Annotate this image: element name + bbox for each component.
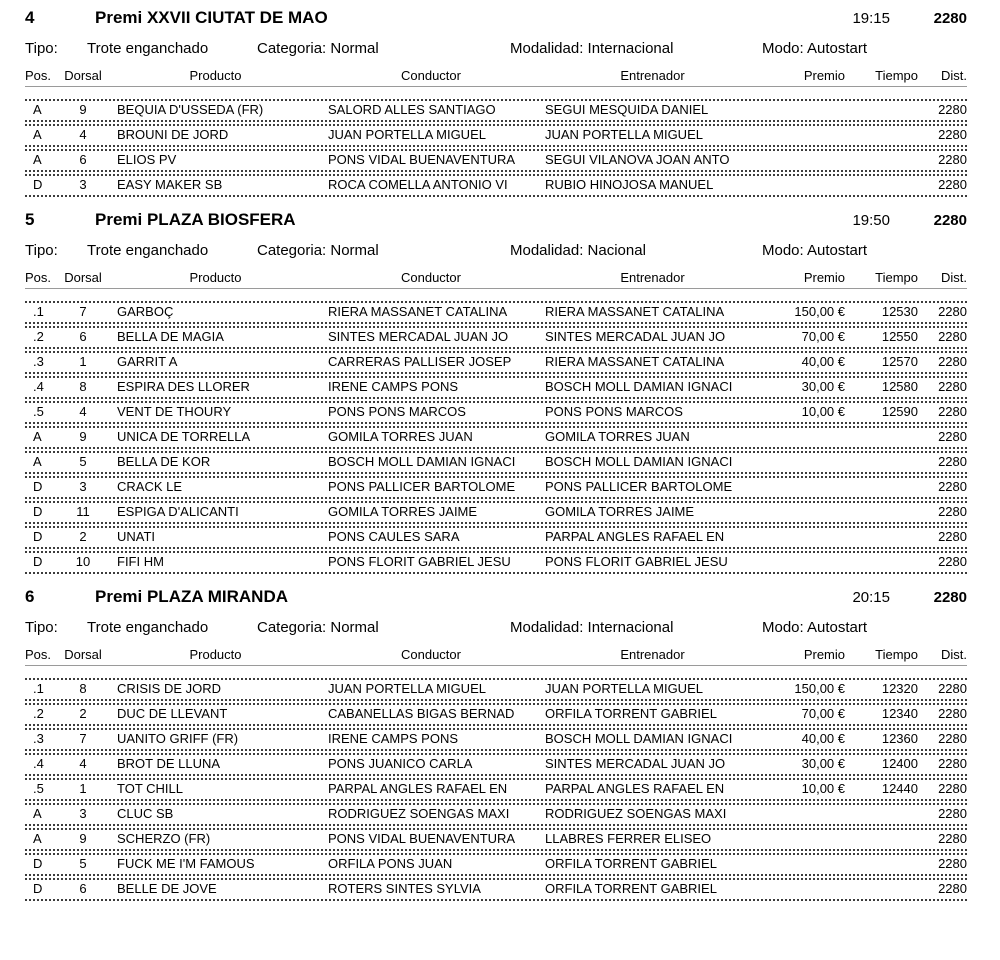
- cell-tiempo: [845, 882, 918, 896]
- cell-tiempo: 12580: [881, 379, 918, 394]
- table-row: [25, 301, 967, 324]
- cell-pos: D: [33, 479, 43, 494]
- meta-modalidad: Modalidad: Nacional: [510, 242, 646, 259]
- cell-dorsal: 8: [79, 681, 87, 696]
- table-row: [25, 376, 967, 399]
- table-row: [25, 124, 967, 147]
- cell-dist: 2280: [938, 731, 967, 746]
- cell-producto: BELLA DE KOR: [117, 454, 211, 469]
- cell-tiempo: 12440: [881, 781, 918, 796]
- cell-tiempo: 12360: [881, 731, 918, 746]
- cell-conductor: PARPAL ANGLES RAFAEL EN: [328, 781, 508, 796]
- cell-premio: [765, 882, 845, 896]
- cell-producto: UANITO GRIFF (FR): [117, 731, 239, 746]
- cell-tiempo: [845, 857, 918, 871]
- cell-dist: 2280: [938, 304, 967, 319]
- cell-dorsal: 4: [79, 404, 87, 419]
- cell-tiempo: 12400: [881, 756, 918, 771]
- cell-dorsal: 4: [79, 127, 87, 142]
- cell-tiempo: [845, 807, 918, 821]
- cell-tiempo: 12570: [881, 354, 918, 369]
- cell-dist: 2280: [938, 454, 967, 469]
- table-row: [25, 501, 967, 524]
- cell-premio: 150,00 €: [794, 304, 845, 319]
- race-title-row: [25, 8, 967, 32]
- cell-entrenador: BOSCH MOLL DAMIAN IGNACI: [545, 731, 733, 746]
- col-header-producto: Producto: [189, 68, 242, 83]
- cell-dist: 2280: [938, 177, 967, 192]
- col-header-pos: Pos.: [25, 647, 52, 662]
- cell-pos: A: [33, 831, 42, 846]
- cell-producto: VENT DE THOURY: [117, 404, 232, 419]
- meta-tipo-label: Tipo:: [25, 40, 58, 57]
- cell-pos: .3: [33, 731, 44, 746]
- cell-conductor: PONS CAULES SARA: [328, 529, 460, 544]
- race-distance: 2280: [933, 589, 967, 606]
- cell-entrenador: SINTES MERCADAL JUAN JO: [545, 329, 726, 344]
- cell-pos: .1: [33, 681, 44, 696]
- cell-dist: 2280: [938, 329, 967, 344]
- cell-tiempo: [845, 153, 918, 167]
- cell-premio: [765, 480, 845, 494]
- table-row: [25, 703, 967, 726]
- cell-tiempo: 12550: [881, 329, 918, 344]
- cell-pos: .5: [33, 404, 44, 419]
- table-header: [25, 270, 967, 289]
- cell-dist: 2280: [938, 354, 967, 369]
- cell-premio: 10,00 €: [801, 404, 845, 419]
- cell-tiempo: [845, 480, 918, 494]
- table-body: [25, 99, 967, 197]
- cell-entrenador: ORFILA TORRENT GABRIEL: [545, 881, 717, 896]
- cell-conductor: PONS JUANICO CARLA: [328, 756, 473, 771]
- table-row: [25, 526, 967, 549]
- cell-dorsal: 3: [79, 177, 87, 192]
- cell-pos: D: [33, 504, 43, 519]
- cell-premio: [765, 128, 845, 142]
- cell-dist: 2280: [938, 379, 967, 394]
- col-header-entrenador: Entrenador: [620, 270, 685, 285]
- cell-conductor: IRENE CAMPS PONS: [328, 731, 459, 746]
- cell-pos: .2: [33, 706, 44, 721]
- cell-pos: A: [33, 102, 42, 117]
- cell-tiempo: [845, 530, 918, 544]
- cell-conductor: SINTES MERCADAL JUAN JO: [328, 329, 509, 344]
- cell-pos: D: [33, 856, 43, 871]
- cell-premio: [765, 505, 845, 519]
- cell-dorsal: 7: [79, 731, 87, 746]
- cell-producto: TOT CHILL: [117, 781, 183, 796]
- col-header-conductor: Conductor: [401, 270, 461, 285]
- cell-entrenador: RUBIO HINOJOSA MANUEL: [545, 177, 714, 192]
- meta-tipo-label: Tipo:: [25, 242, 58, 259]
- cell-premio: 40,00 €: [801, 354, 845, 369]
- cell-dorsal: 9: [79, 102, 87, 117]
- table-row: [25, 753, 967, 776]
- cell-dist: 2280: [938, 127, 967, 142]
- table-row: [25, 878, 967, 901]
- cell-conductor: ROCA COMELLA ANTONIO VI: [328, 177, 508, 192]
- cell-producto: FUCK ME I'M FAMOUS: [117, 856, 255, 871]
- cell-conductor: PONS VIDAL BUENAVENTURA: [328, 831, 516, 846]
- col-header-dorsal: Dorsal: [64, 647, 102, 662]
- cell-dist: 2280: [938, 706, 967, 721]
- cell-dorsal: 6: [79, 329, 87, 344]
- cell-dorsal: 1: [79, 781, 87, 796]
- cell-dorsal: 5: [79, 454, 87, 469]
- table-row: [25, 426, 967, 449]
- cell-dorsal: 8: [79, 379, 87, 394]
- cell-entrenador: JUAN PORTELLA MIGUEL: [545, 681, 703, 696]
- cell-tiempo: [845, 455, 918, 469]
- cell-producto: BROUNI DE JORD: [117, 127, 229, 142]
- col-header-producto: Producto: [189, 270, 242, 285]
- table-row: [25, 451, 967, 474]
- race-number: 4: [25, 8, 35, 27]
- table-row: [25, 401, 967, 424]
- cell-entrenador: PONS FLORIT GABRIEL JESU: [545, 554, 728, 569]
- cell-tiempo: [845, 832, 918, 846]
- meta-categoria: Categoria: Normal: [257, 242, 379, 259]
- cell-dorsal: 2: [79, 529, 87, 544]
- race-time: 20:15: [852, 589, 890, 606]
- race-distance: 2280: [933, 10, 967, 27]
- cell-conductor: ORFILA PONS JUAN: [328, 856, 453, 871]
- cell-premio: [765, 178, 845, 192]
- race-number: 5: [25, 210, 35, 229]
- col-header-pos: Pos.: [25, 68, 52, 83]
- cell-conductor: JUAN PORTELLA MIGUEL: [328, 127, 486, 142]
- race-time: 19:15: [852, 10, 890, 27]
- cell-dist: 2280: [938, 781, 967, 796]
- table-row: [25, 778, 967, 801]
- cell-premio: 70,00 €: [801, 706, 845, 721]
- cell-premio: 30,00 €: [801, 756, 845, 771]
- cell-dist: 2280: [938, 152, 967, 167]
- cell-dist: 2280: [938, 102, 967, 117]
- race-title-row: [25, 210, 967, 234]
- cell-conductor: PONS PALLICER BARTOLOME: [328, 479, 516, 494]
- cell-producto: DUC DE LLEVANT: [117, 706, 228, 721]
- cell-producto: GARRIT A: [117, 354, 178, 369]
- meta-modo: Modo: Autostart: [762, 619, 868, 636]
- cell-dist: 2280: [938, 554, 967, 569]
- col-header-entrenador: Entrenador: [620, 68, 685, 83]
- cell-dorsal: 5: [79, 856, 87, 871]
- cell-tiempo: [845, 178, 918, 192]
- race-meta-row: [25, 619, 967, 638]
- cell-producto: BELLA DE MAGIA: [117, 329, 224, 344]
- cell-dist: 2280: [938, 881, 967, 896]
- table-row: [25, 174, 967, 197]
- cell-dist: 2280: [938, 529, 967, 544]
- table-row: [25, 853, 967, 876]
- meta-modo: Modo: Autostart: [762, 40, 868, 57]
- cell-tiempo: [845, 103, 918, 117]
- cell-producto: CLUC SB: [117, 806, 174, 821]
- cell-pos: .4: [33, 379, 44, 394]
- col-header-dorsal: Dorsal: [64, 68, 102, 83]
- cell-premio: 40,00 €: [801, 731, 845, 746]
- cell-entrenador: PARPAL ANGLES RAFAEL EN: [545, 781, 725, 796]
- cell-entrenador: RIERA MASSANET CATALINA: [545, 354, 725, 369]
- cell-pos: A: [33, 429, 42, 444]
- table-row: [25, 551, 967, 574]
- table-body: [25, 678, 967, 901]
- cell-conductor: CABANELLAS BIGAS BERNAD: [328, 706, 515, 721]
- cell-premio: [765, 530, 845, 544]
- cell-producto: ESPIGA D'ALICANTI: [117, 504, 239, 519]
- table-header: [25, 68, 967, 87]
- meta-tipo-value: Trote enganchado: [87, 619, 209, 636]
- cell-producto: GARBOÇ: [117, 304, 174, 319]
- cell-dorsal: 10: [75, 554, 91, 569]
- race-title-row: [25, 587, 967, 611]
- race-time: 19:50: [852, 212, 890, 229]
- col-header-entrenador: Entrenador: [620, 647, 685, 662]
- cell-dist: 2280: [938, 404, 967, 419]
- cell-pos: .4: [33, 756, 44, 771]
- cell-tiempo: 12340: [881, 706, 918, 721]
- cell-entrenador: GOMILA TORRES JUAN: [545, 429, 690, 444]
- table-row: [25, 149, 967, 172]
- table-body: [25, 301, 967, 574]
- cell-producto: BELLE DE JOVE: [117, 881, 217, 896]
- cell-tiempo: [845, 430, 918, 444]
- table-row: [25, 828, 967, 851]
- table-row: [25, 803, 967, 826]
- cell-pos: D: [33, 177, 43, 192]
- meta-tipo-label: Tipo:: [25, 619, 58, 636]
- cell-premio: [765, 832, 845, 846]
- cell-entrenador: RIERA MASSANET CATALINA: [545, 304, 725, 319]
- cell-dist: 2280: [938, 831, 967, 846]
- race-section-6: [25, 587, 967, 901]
- cell-premio: [765, 455, 845, 469]
- cell-entrenador: ORFILA TORRENT GABRIEL: [545, 706, 717, 721]
- cell-dist: 2280: [938, 429, 967, 444]
- meta-modo: Modo: Autostart: [762, 242, 868, 259]
- cell-producto: CRACK LE: [117, 479, 183, 494]
- cell-conductor: BOSCH MOLL DAMIAN IGNACI: [328, 454, 516, 469]
- race-title: Premi PLAZA MIRANDA: [95, 587, 288, 606]
- race-title: Premi PLAZA BIOSFERA: [95, 210, 296, 229]
- race-meta-row: [25, 242, 967, 261]
- meta-modalidad: Modalidad: Internacional: [510, 40, 674, 57]
- cell-dorsal: 6: [79, 152, 87, 167]
- col-header-premio: Premio: [803, 68, 845, 83]
- col-header-dist: Dist.: [941, 647, 967, 662]
- table-header: [25, 647, 967, 666]
- cell-dorsal: 2: [79, 706, 87, 721]
- cell-producto: EASY MAKER SB: [117, 177, 223, 192]
- col-header-pos: Pos.: [25, 270, 52, 285]
- cell-dorsal: 1: [79, 354, 87, 369]
- col-header-premio: Premio: [803, 270, 845, 285]
- cell-pos: A: [33, 152, 42, 167]
- meta-tipo-value: Trote enganchado: [87, 242, 209, 259]
- cell-pos: A: [33, 806, 42, 821]
- cell-producto: ELIOS PV: [117, 152, 177, 167]
- cell-entrenador: SINTES MERCADAL JUAN JO: [545, 756, 726, 771]
- meta-categoria: Categoria: Normal: [257, 619, 379, 636]
- cell-dorsal: 4: [79, 756, 87, 771]
- cell-dist: 2280: [938, 681, 967, 696]
- cell-conductor: IRENE CAMPS PONS: [328, 379, 459, 394]
- cell-entrenador: JUAN PORTELLA MIGUEL: [545, 127, 703, 142]
- cell-conductor: SALORD ALLES SANTIAGO: [328, 102, 496, 117]
- cell-conductor: GOMILA TORRES JAIME: [328, 504, 478, 519]
- cell-pos: A: [33, 454, 42, 469]
- race-section-5: [25, 210, 967, 574]
- meta-modalidad: Modalidad: Internacional: [510, 619, 674, 636]
- cell-tiempo: 12320: [881, 681, 918, 696]
- cell-conductor: RIERA MASSANET CATALINA: [328, 304, 508, 319]
- cell-premio: 70,00 €: [801, 329, 845, 344]
- cell-pos: .1: [33, 304, 44, 319]
- cell-dorsal: 6: [79, 881, 87, 896]
- cell-dist: 2280: [938, 806, 967, 821]
- race-section-4: [25, 8, 967, 197]
- cell-pos: .5: [33, 781, 44, 796]
- cell-pos: .2: [33, 329, 44, 344]
- table-row: [25, 476, 967, 499]
- cell-tiempo: [845, 505, 918, 519]
- cell-pos: D: [33, 529, 43, 544]
- cell-conductor: GOMILA TORRES JUAN: [328, 429, 473, 444]
- cell-dist: 2280: [938, 504, 967, 519]
- cell-conductor: PONS VIDAL BUENAVENTURA: [328, 152, 516, 167]
- cell-dist: 2280: [938, 756, 967, 771]
- cell-producto: UNICA DE TORRELLA: [117, 429, 251, 444]
- table-row: [25, 678, 967, 701]
- cell-dorsal: 3: [79, 806, 87, 821]
- cell-tiempo: 12530: [881, 304, 918, 319]
- table-row: [25, 351, 967, 374]
- cell-dist: 2280: [938, 479, 967, 494]
- cell-producto: BROT DE LLUNA: [117, 756, 221, 771]
- cell-producto: BEQUIA D'USSEDA (FR): [117, 102, 264, 117]
- col-header-tiempo: Tiempo: [875, 647, 918, 662]
- col-header-dist: Dist.: [941, 270, 967, 285]
- col-header-conductor: Conductor: [401, 68, 461, 83]
- cell-pos: D: [33, 881, 43, 896]
- cell-premio: [765, 430, 845, 444]
- col-header-dorsal: Dorsal: [64, 270, 102, 285]
- cell-conductor: PONS PONS MARCOS: [328, 404, 466, 419]
- meta-categoria: Categoria: Normal: [257, 40, 379, 57]
- cell-pos: A: [33, 127, 42, 142]
- cell-tiempo: 12590: [881, 404, 918, 419]
- race-meta-row: [25, 40, 967, 59]
- col-header-producto: Producto: [189, 647, 242, 662]
- cell-producto: CRISIS DE JORD: [117, 681, 222, 696]
- cell-premio: [765, 103, 845, 117]
- meta-tipo-value: Trote enganchado: [87, 40, 209, 57]
- cell-entrenador: PONS PONS MARCOS: [545, 404, 683, 419]
- cell-producto: UNATI: [117, 529, 156, 544]
- cell-entrenador: SEGUI VILANOVA JOAN ANTO: [545, 152, 730, 167]
- cell-conductor: JUAN PORTELLA MIGUEL: [328, 681, 486, 696]
- cell-dorsal: 9: [79, 429, 87, 444]
- cell-premio: [765, 857, 845, 871]
- cell-conductor: CARRERAS PALLISER JOSEP: [328, 354, 512, 369]
- cell-dorsal: 7: [79, 304, 87, 319]
- col-header-tiempo: Tiempo: [875, 68, 918, 83]
- cell-entrenador: PARPAL ANGLES RAFAEL EN: [545, 529, 725, 544]
- cell-producto: ESPIRA DES LLORER: [117, 379, 250, 394]
- table-row: [25, 99, 967, 122]
- cell-pos: D: [33, 554, 43, 569]
- cell-dist: 2280: [938, 856, 967, 871]
- race-number: 6: [25, 587, 35, 606]
- cell-dorsal: 3: [79, 479, 87, 494]
- cell-entrenador: ORFILA TORRENT GABRIEL: [545, 856, 717, 871]
- cell-premio: 10,00 €: [801, 781, 845, 796]
- cell-premio: [765, 153, 845, 167]
- cell-conductor: RODRIGUEZ SOENGAS MAXI: [328, 806, 510, 821]
- cell-dorsal: 11: [76, 504, 90, 519]
- cell-conductor: ROTERS SINTES SYLVIA: [328, 881, 481, 896]
- cell-premio: [765, 555, 845, 569]
- cell-entrenador: BOSCH MOLL DAMIAN IGNACI: [545, 379, 733, 394]
- cell-dorsal: 9: [79, 831, 87, 846]
- cell-entrenador: RODRIGUEZ SOENGAS MAXI: [545, 806, 727, 821]
- cell-pos: .3: [33, 354, 44, 369]
- cell-premio: [765, 807, 845, 821]
- cell-entrenador: GOMILA TORRES JAIME: [545, 504, 695, 519]
- race-title: Premi XXVII CIUTAT DE MAO: [95, 8, 328, 27]
- cell-producto: SCHERZO (FR): [117, 831, 211, 846]
- cell-entrenador: PONS PALLICER BARTOLOME: [545, 479, 733, 494]
- cell-producto: FIFI HM: [117, 554, 164, 569]
- cell-tiempo: [845, 128, 918, 142]
- cell-conductor: PONS FLORIT GABRIEL JESU: [328, 554, 511, 569]
- table-row: [25, 728, 967, 751]
- table-row: [25, 326, 967, 349]
- cell-entrenador: BOSCH MOLL DAMIAN IGNACI: [545, 454, 733, 469]
- cell-premio: 30,00 €: [801, 379, 845, 394]
- race-distance: 2280: [933, 212, 967, 229]
- cell-entrenador: LLABRES FERRER ELISEO: [545, 831, 712, 846]
- col-header-tiempo: Tiempo: [875, 270, 918, 285]
- cell-premio: 150,00 €: [794, 681, 845, 696]
- col-header-conductor: Conductor: [401, 647, 461, 662]
- cell-entrenador: SEGUI MESQUIDA DANIEL: [545, 102, 709, 117]
- col-header-dist: Dist.: [941, 68, 967, 83]
- cell-tiempo: [845, 555, 918, 569]
- col-header-premio: Premio: [803, 647, 845, 662]
